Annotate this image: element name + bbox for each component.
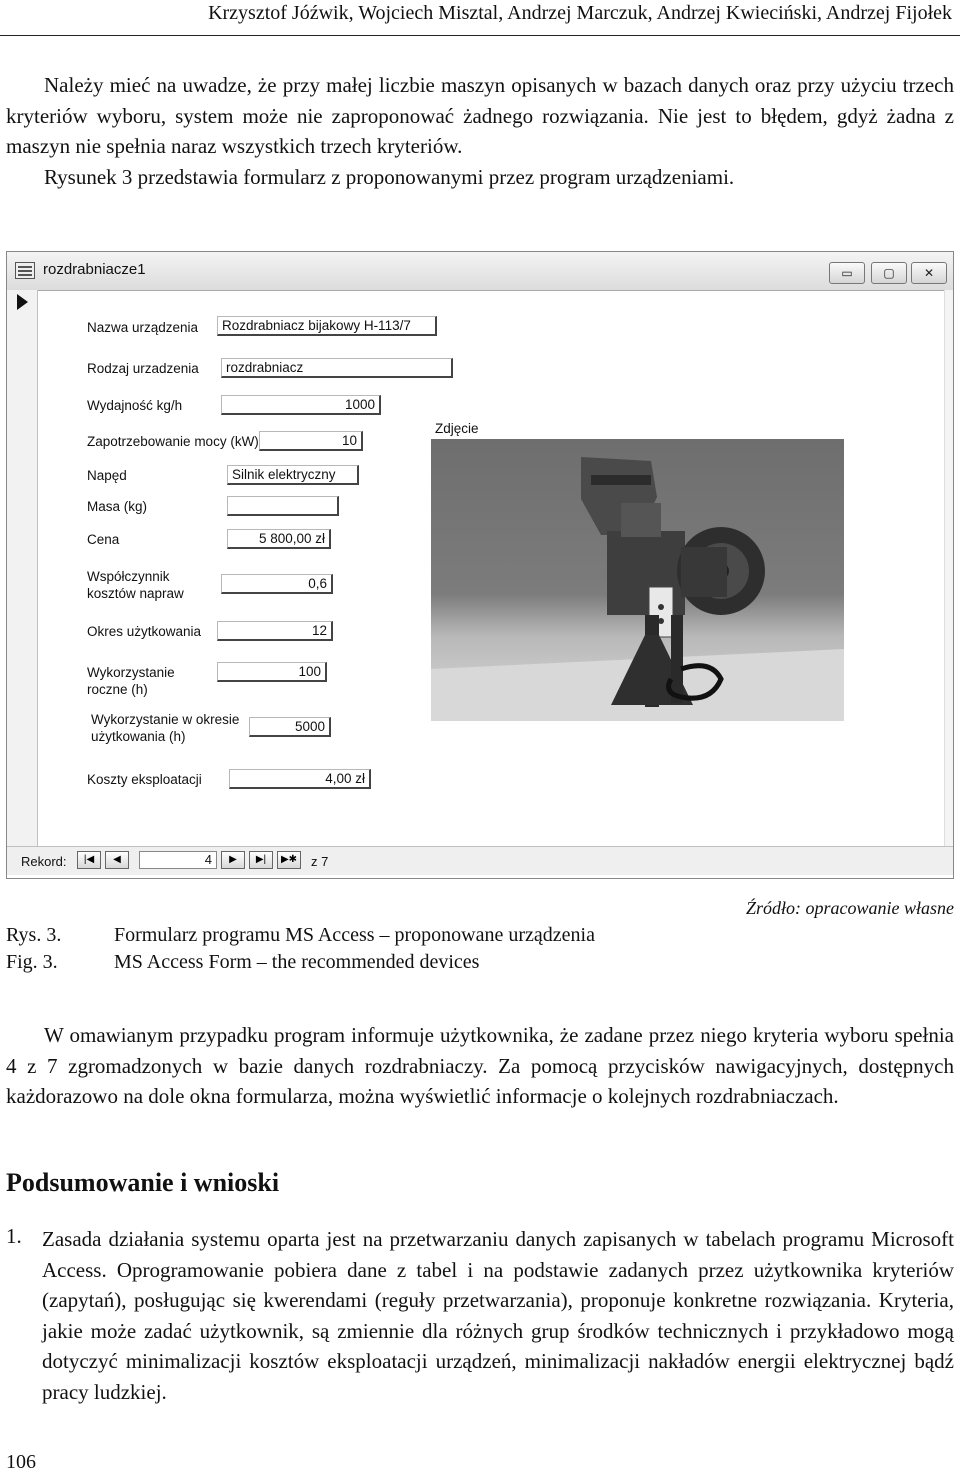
field-mass[interactable] [227,496,339,516]
photo-label: Zdjęcie [435,421,479,436]
paragraph-2: W omawianym przypadku program informuje użytkownika, że zadane przez niego kryteria wyboru spełnia 4 z 7 zgromadzonych w bazie danych rozdrabniaczy. Za pomocą przycisków nawigacyjnych, dostępnych każdorazowo na dole okna formularza, można wyświetlić informacje o kolejnych rozdrabniaczach. [6,1023,954,1108]
last-record-icon: ▶| [255,854,267,865]
next-record-icon: ▶ [229,854,237,865]
paragraph-1 [6,70,954,192]
label-annual-use: Wykorzystanie roczne (h) [87,665,175,697]
caption-pl-prefix: Rys. 3. [6,924,62,946]
label-mass: Masa (kg) [87,499,148,514]
caption-en-prefix: Fig. 3. [6,951,58,973]
last-record-button[interactable] [249,851,273,869]
title-bar [7,252,953,291]
record-navigation-bar [7,846,953,875]
conclusion-1: Zasada działania systemu oparta jest na przetwarzaniu danych zapisanych w tabelach programu Microsoft Access. Oprogramowanie pobiera dane z tabel i na podstawie zadanych przez użytkownika kryteriów (zapytań), posługując się kwerendami (reguły przetwarzania), proponuje konkretne rozwiązania. Kryteria, jakie może zadać użytkownik, są zmiennie dla różnych grup środków technicznych i przykładowo mogą dotyczyć minimalizacji kosztów eksploatacji urządzeń, minimalizacji nakładów energii elektrycznej bądź pracy ludzkiej. [42,1227,954,1404]
field-operating-costs[interactable]: 4,00 zł [229,769,371,789]
field-power[interactable]: 10 [259,431,363,451]
shredder-illustration [431,439,844,721]
field-service-life[interactable]: 12 [217,621,333,641]
label-drive: Napęd [87,468,127,483]
field-drive[interactable]: Silnik elektryczny [227,465,359,485]
label-capacity: Wydajność kg/h [87,398,183,413]
running-header: Krzysztof Jóźwik, Wojciech Misztal, Andrzej Marczuk, Andrzej Kwieciński, Andrzej Fijołek [0,0,960,36]
previous-record-button[interactable] [105,851,129,869]
field-repair-coefficient[interactable]: 0,6 [221,574,333,594]
field-device-name[interactable]: Rozdrabniacz bijakowy H-113/7 [217,316,437,336]
first-record-button[interactable] [77,851,101,869]
current-record-input[interactable]: 4 [139,851,217,869]
field-price[interactable]: 5 800,00 zł [227,529,331,549]
close-button[interactable]: ✕ [911,262,947,284]
maximize-button[interactable]: ▢ [871,262,907,284]
first-record-icon: |◀ [83,854,95,865]
new-record-icon: ▶✱ [280,854,298,865]
caption-pl-text: Formularz programu MS Access – proponowane urządzenia [114,924,595,946]
conclusion-number: 1. [6,1224,22,1248]
record-label: Rekord: [21,854,67,869]
record-count: z 7 [311,854,329,869]
form-icon [15,262,35,279]
field-lifetime-use[interactable]: 5000 [249,717,331,737]
paragraph-1-second: Rysunek 3 przedstawia formularz z proponowanymi przez program urządzeniami. [44,164,735,189]
caption-en-text: MS Access Form – the recommended devices [114,951,480,973]
section-heading: Podsumowanie i wnioski [6,1168,280,1197]
machine-photo [431,439,844,721]
label-power: Zapotrzebowanie mocy (kW) [87,434,259,449]
field-annual-use[interactable]: 100 [217,662,327,682]
page-number: 106 [6,1451,36,1473]
label-lifetime-use: Wykorzystanie w okresie użytkowania (h) [91,712,240,744]
field-capacity[interactable]: 1000 [221,395,381,415]
field-device-type[interactable]: rozdrabniacz [221,358,453,378]
window-title: rozdrabniacze1 [43,261,146,278]
label-repair-coefficient: Współczynnik kosztów napraw [87,569,184,601]
access-form-window [6,251,954,879]
next-record-button[interactable] [221,851,245,869]
new-record-button[interactable] [277,851,301,869]
label-device-name: Nazwa urządzenia [87,320,199,335]
current-record-arrow-icon [17,294,28,310]
paragraph-1-text: Należy mieć na uwadze, że przy małej liczbie maszyn opisanych w bazach danych oraz przy użyciu trzech kryteriów wyboru, system może nie zaproponować żadnego rozwiązania. Nie jest to błędem, gdyż żadna z maszyn nie spełnia naraz wszystkich trzech kryteriów. [6,73,954,158]
label-service-life: Okres użytkowania [87,624,202,639]
form-edge [944,290,953,870]
previous-record-icon: ◀ [113,854,121,865]
record-selector[interactable] [7,290,38,870]
label-device-type: Rodzaj urzadzenia [87,361,199,376]
label-operating-costs: Koszty eksploatacji [87,772,202,787]
minimize-button[interactable]: ▭ [829,262,865,284]
label-price: Cena [87,532,120,547]
figure-source: Źródło: opracowanie własne [745,898,954,918]
